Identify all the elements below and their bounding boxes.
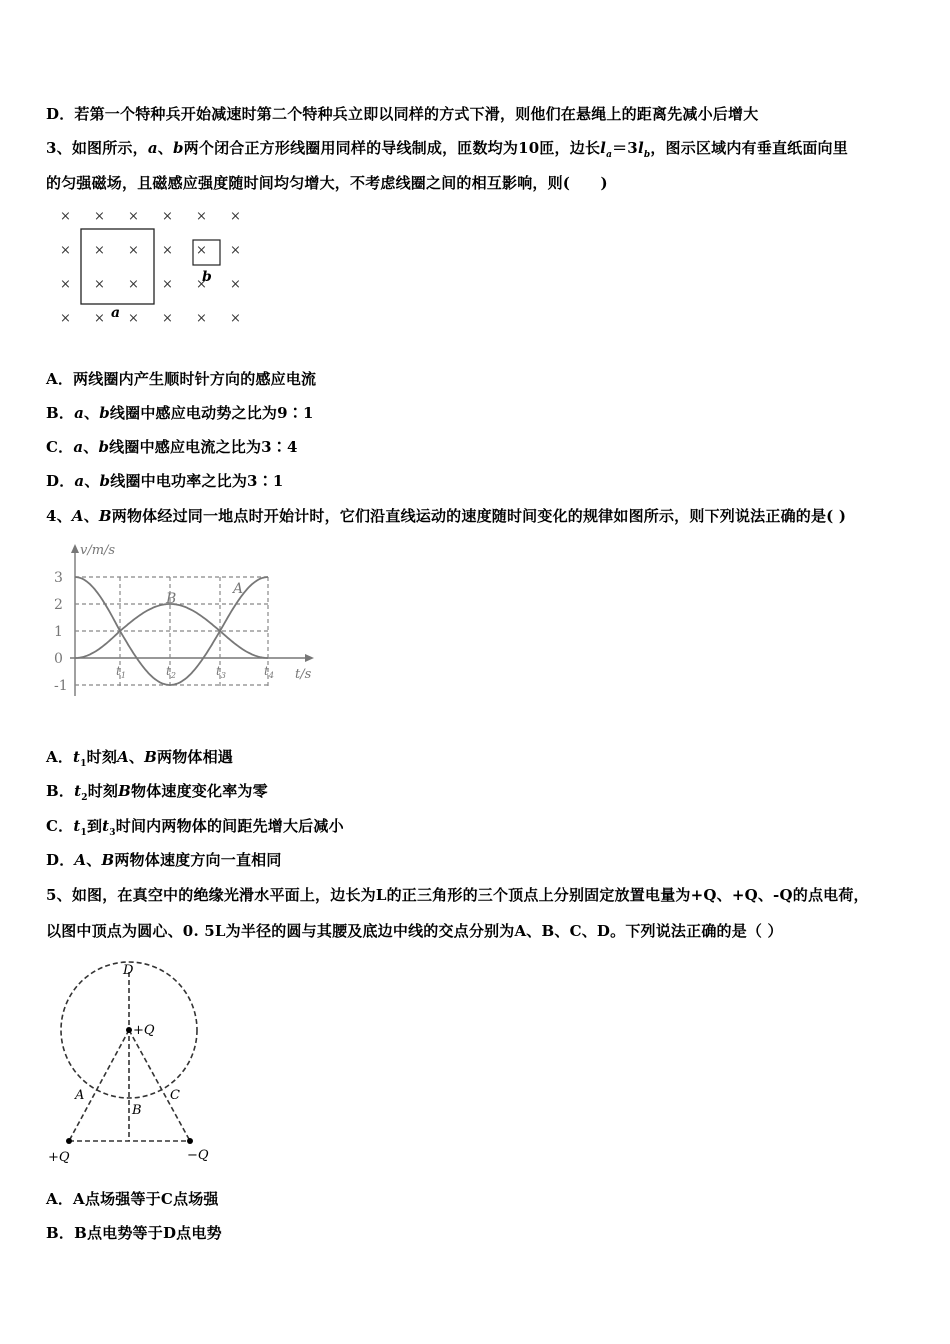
magnetic-field-crosses (60, 209, 241, 326)
field-cross: × (128, 243, 139, 258)
q4-option-a: A．$t_1$时刻A、B两物体相遇 (46, 748, 234, 769)
y-tick-label: 0 (54, 651, 63, 667)
charge-top (126, 1027, 132, 1033)
x-tick-labels (116, 664, 274, 680)
field-cross: × (94, 277, 105, 292)
y-tick-label: 2 (54, 597, 63, 613)
field-cross: × (196, 311, 207, 326)
q3-option-a: A．两线圈内产生顺时针方向的感应电流 (46, 370, 317, 388)
q3-option-b: B．a、b线圈中感应电动势之比为9∶1 (46, 404, 314, 422)
field-cross: × (94, 243, 105, 258)
q3-option-c: C．a、b线圈中感应电流之比为3∶4 (46, 438, 298, 456)
field-cross: × (94, 311, 105, 326)
field-cross: × (196, 209, 207, 224)
curve-a-label: A (233, 581, 244, 597)
q3-stem-line1: 3、如图所示，a、b两个闭合正方形线圈用同样的导线制成，匝数均为10匝，边长$l_a=3l_b$，图示区域内有垂直纸面向里 (46, 139, 848, 160)
field-cross: × (162, 209, 173, 224)
q4-option-d: D．A、B两物体速度方向一直相同 (46, 851, 282, 869)
x-tick-label: $t_2$ (166, 664, 176, 680)
right-charge-label: −Q (187, 1148, 209, 1163)
field-cross: × (230, 243, 241, 258)
coil-b-label: b (202, 269, 212, 285)
field-cross: × (128, 209, 139, 224)
point-b-label: B (132, 1103, 142, 1118)
y-axis-label: v/m/s (80, 543, 116, 558)
field-cross: × (128, 311, 139, 326)
field-cross: × (60, 277, 71, 292)
q4-option-b: B．$t_2$时刻B物体速度变化率为零 (46, 782, 268, 803)
field-cross: × (230, 277, 241, 292)
x-tick-label: $t_4$ (264, 664, 274, 680)
x-axis-arrow (305, 654, 314, 662)
y-axis-arrow (71, 544, 79, 553)
q4-vt-chart (40, 538, 330, 708)
coil-a-square (81, 229, 154, 304)
q5-option-b: B．B点电势等于D点电势 (46, 1224, 222, 1242)
q5-option-a: A．A点场强等于C点场强 (46, 1190, 219, 1208)
y-tick-label: 3 (54, 570, 63, 586)
field-cross: × (162, 277, 173, 292)
field-cross: × (60, 311, 71, 326)
field-cross: × (230, 311, 241, 326)
field-cross: × (162, 243, 173, 258)
field-cross: × (94, 209, 105, 224)
q4-stem: 4、A、B两物体经过同一地点时开始计时，它们沿直线运动的速度随时间变化的规律如图所示，则下列说法正确的是( ) (46, 507, 847, 525)
point-c-label: C (170, 1088, 180, 1103)
y-tick-labels (54, 570, 68, 694)
q5-stem-line1: 5、如图，在真空中的绝缘光滑水平面上，边长为L的正三角形的三个顶点上分别固定放置电量为+Q、+Q、-Q的点电荷， (46, 886, 869, 904)
charge-left (66, 1138, 72, 1144)
coil-a-label: a (111, 305, 121, 321)
x-tick-label: $t_1$ (116, 664, 126, 680)
field-cross: × (128, 277, 139, 292)
point-a-label: A (75, 1088, 85, 1103)
left-charge-label: +Q (48, 1150, 70, 1165)
top-charge-label: +Q (133, 1023, 155, 1038)
q3-stem-line2: 的匀强磁场，且磁感应强度随时间均匀增大，不考虑线圈之间的相互影响，则( ) (46, 174, 608, 192)
field-cross: × (196, 243, 207, 258)
q2-option-d: D．若第一个特种兵开始减速时第二个特种兵立即以同样的方式下滑，则他们在悬绳上的距离先减小后增大 (46, 105, 759, 123)
field-cross: × (60, 243, 71, 258)
point-d-label: D (123, 963, 134, 978)
left-side (69, 1030, 129, 1141)
y-tick-label: -1 (54, 678, 68, 694)
q5-figure (40, 958, 230, 1168)
q3-figure (48, 200, 258, 330)
field-cross: × (162, 311, 173, 326)
x-tick-label: $t_3$ (216, 664, 226, 680)
field-cross: × (60, 209, 71, 224)
field-cross: × (230, 209, 241, 224)
charge-right (187, 1138, 193, 1144)
q4-option-c: C．$t_1$到$t_3$时间内两物体的间距先增大后减小 (46, 817, 344, 838)
field-cross: × (196, 277, 207, 292)
y-tick-label: 1 (54, 624, 63, 640)
curve-b-label: B (166, 591, 177, 607)
q5-stem-line2: 以图中顶点为圆心、0. 5L为半径的圆与其腰及底边中线的交点分别为A、B、C、D。下列说法正确的是（ ） (46, 922, 783, 940)
q3-option-d: D．a、b线圈中电功率之比为3∶1 (46, 472, 284, 490)
x-axis-label: t/s (295, 667, 312, 682)
right-side (129, 1030, 190, 1141)
